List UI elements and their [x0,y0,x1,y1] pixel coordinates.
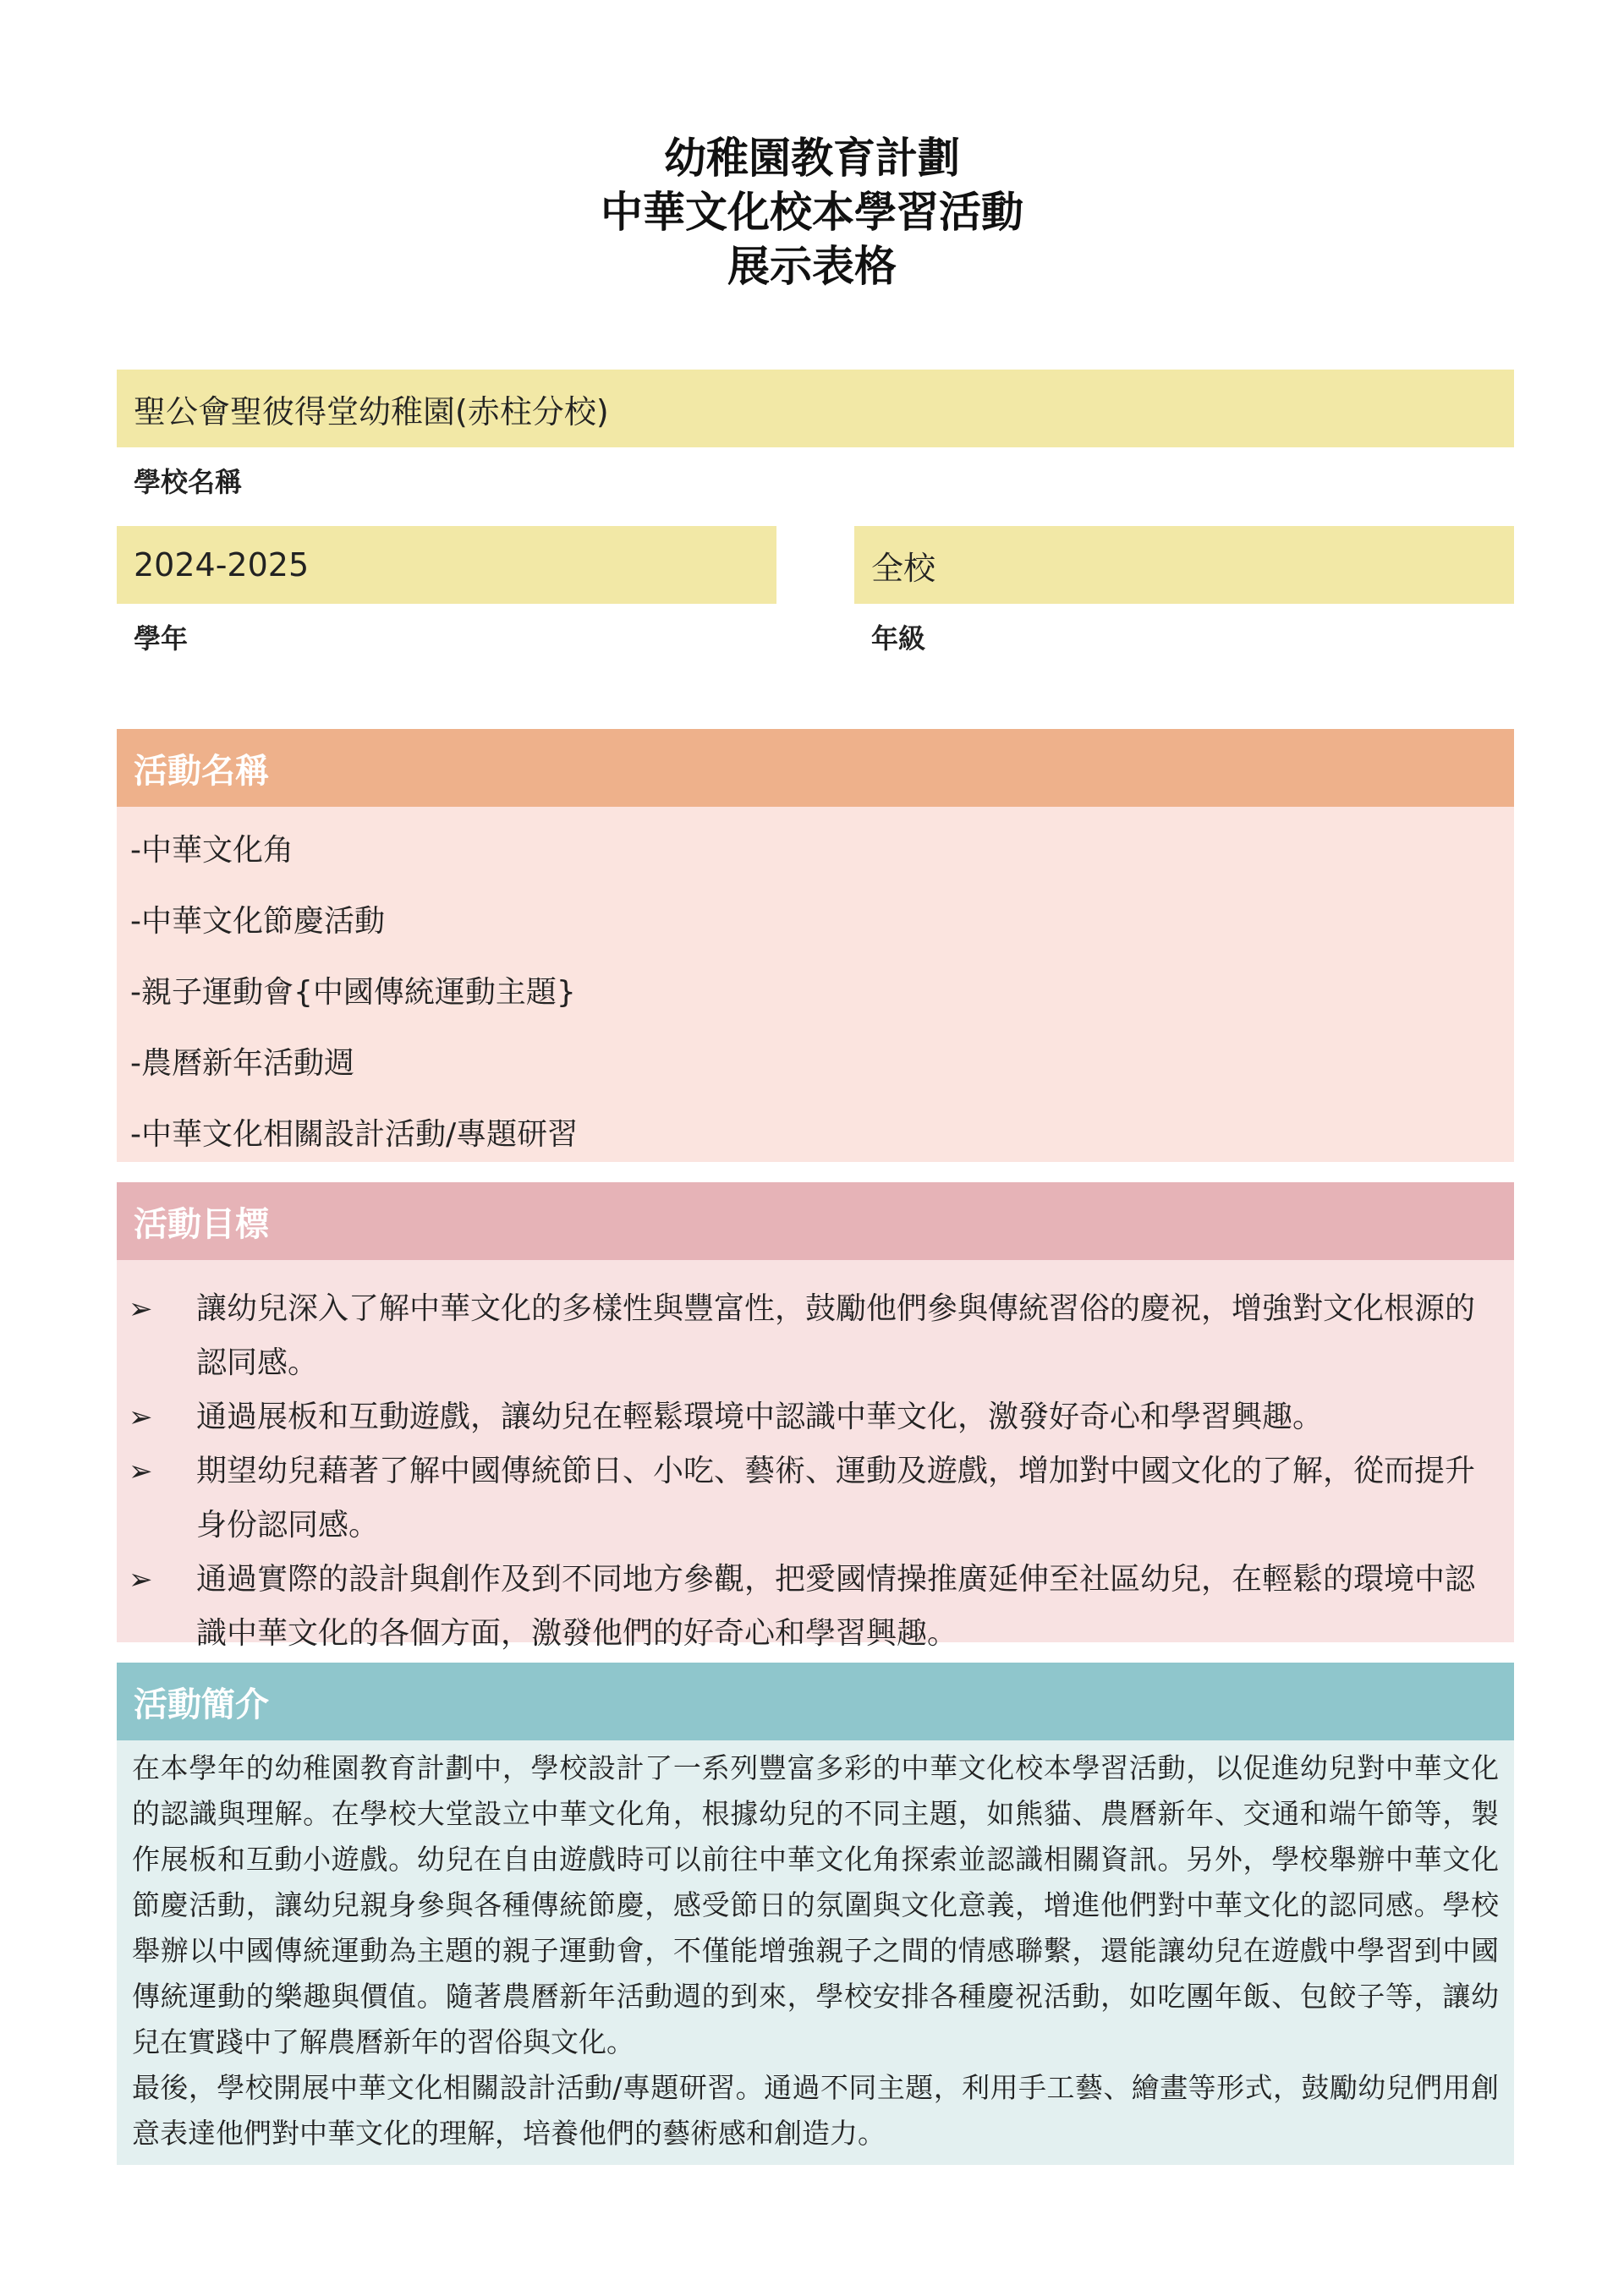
page-title [0,131,1624,293]
intro-header: 活動簡介 [117,1663,1514,1740]
arrow-bullet-icon: ➢ [129,1563,153,1597]
school-name-label: 學校名稱 [134,466,243,498]
activity-item: -中華文化節慶活動 [130,904,385,939]
objective-text: 通過展板和互動遊戲，讓幼兒在輕鬆環境中認識中華文化，激發好奇心和學習興趣。 [196,1400,1324,1434]
arrow-bullet-icon: ➢ [129,1400,153,1434]
objective-text: 通過實際的設計與創作及到不同地方參觀，把愛國情操推廣延伸至社區幼兒，在輕鬆的環境中認識中華文化的各個方面，激發他們的好奇心和學習興趣。 [196,1562,1476,1651]
school-year-field [117,526,776,604]
arrow-bullet-icon: ➢ [129,1455,153,1488]
objective-text: 讓幼兒深入了解中華文化的多樣性與豐富性，鼓勵他們參與傳統習俗的慶祝，增強對文化根源的認同感。 [196,1291,1476,1380]
activity-item: -中華文化角 [130,833,294,868]
intro-paragraph: 在本學年的幼稚園教育計劃中，學校設計了一系列豐富多彩的中華文化校本學習活動，以促進幼兒對中華文化的認識與理解。在學校大堂設立中華文化角，根據幼兒的不同主題，如熊貓、農曆新年、交通和端午節等，製作展板和互動小遊戲。幼兒在自由遊戲時可以前往中華文化角探索並認識相關資訊。另外，學校舉辦中華文化節慶活動，讓幼兒親身參與各種傳統節慶，感受節日的氛圍與文化意義，增進他們對中華文化的認同感。學校舉辦以中國傳統運動為主題的親子運動會，不僅能增強親子之間的情感聯繫，還能讓幼兒在遊戲中學習到中國傳統運動的樂趣與價值。隨著農曆新年活動週的到來，學校安排各種慶祝活動，如吃團年飯、包餃子等，讓幼兒在實踐中了解農曆新年的習俗與文化。 [132,1751,1499,2058]
school-name-field [117,370,1514,447]
activities-header: 活動名稱 [117,729,1514,807]
title-line-2: 中華文化校本學習活動 [601,188,1023,237]
objectives-list [117,1260,1514,1651]
objective-item [129,1444,1497,1553]
objective-item [129,1390,1497,1444]
intro-section [117,1663,1514,2165]
school-year-label: 學年 [134,622,189,655]
intro-body [117,1740,1514,2165]
objectives-header: 活動目標 [117,1182,1514,1260]
activity-item: -農曆新年活動週 [130,1046,354,1081]
school-year-value: 2024-2025 [134,546,310,584]
objective-item [129,1553,1497,1661]
arrow-bullet-icon: ➢ [129,1292,153,1326]
school-name-value: 聖公會聖彼得堂幼稚園(赤柱分校) [134,392,609,430]
objective-item [129,1282,1497,1390]
title-line-1: 幼稚園教育計劃 [664,134,960,183]
activities-list [117,807,1514,1162]
activities-section [117,729,1514,1162]
grade-field [854,526,1514,604]
objective-text: 期望幼兒藉著了解中國傳統節日、小吃、藝術、運動及遊戲，增加對中國文化的了解，從而提升身份認同感。 [196,1454,1476,1543]
grade-label: 年級 [871,622,926,655]
activity-item: -親子運動會{中國傳統運動主題} [130,975,576,1010]
intro-paragraph: 最後，學校開展中華文化相關設計活動/專題研習。通過不同主題，利用手工藝、繪畫等形式，鼓勵幼兒們用創意表達他們對中華文化的理解，培養他們的藝術感和創造力。 [132,2071,1499,2150]
activity-item: -中華文化相關設計活動/專題研習 [130,1117,579,1152]
grade-value: 全校 [871,549,936,587]
title-line-3: 展示表格 [727,242,897,291]
objectives-section [117,1182,1514,1651]
